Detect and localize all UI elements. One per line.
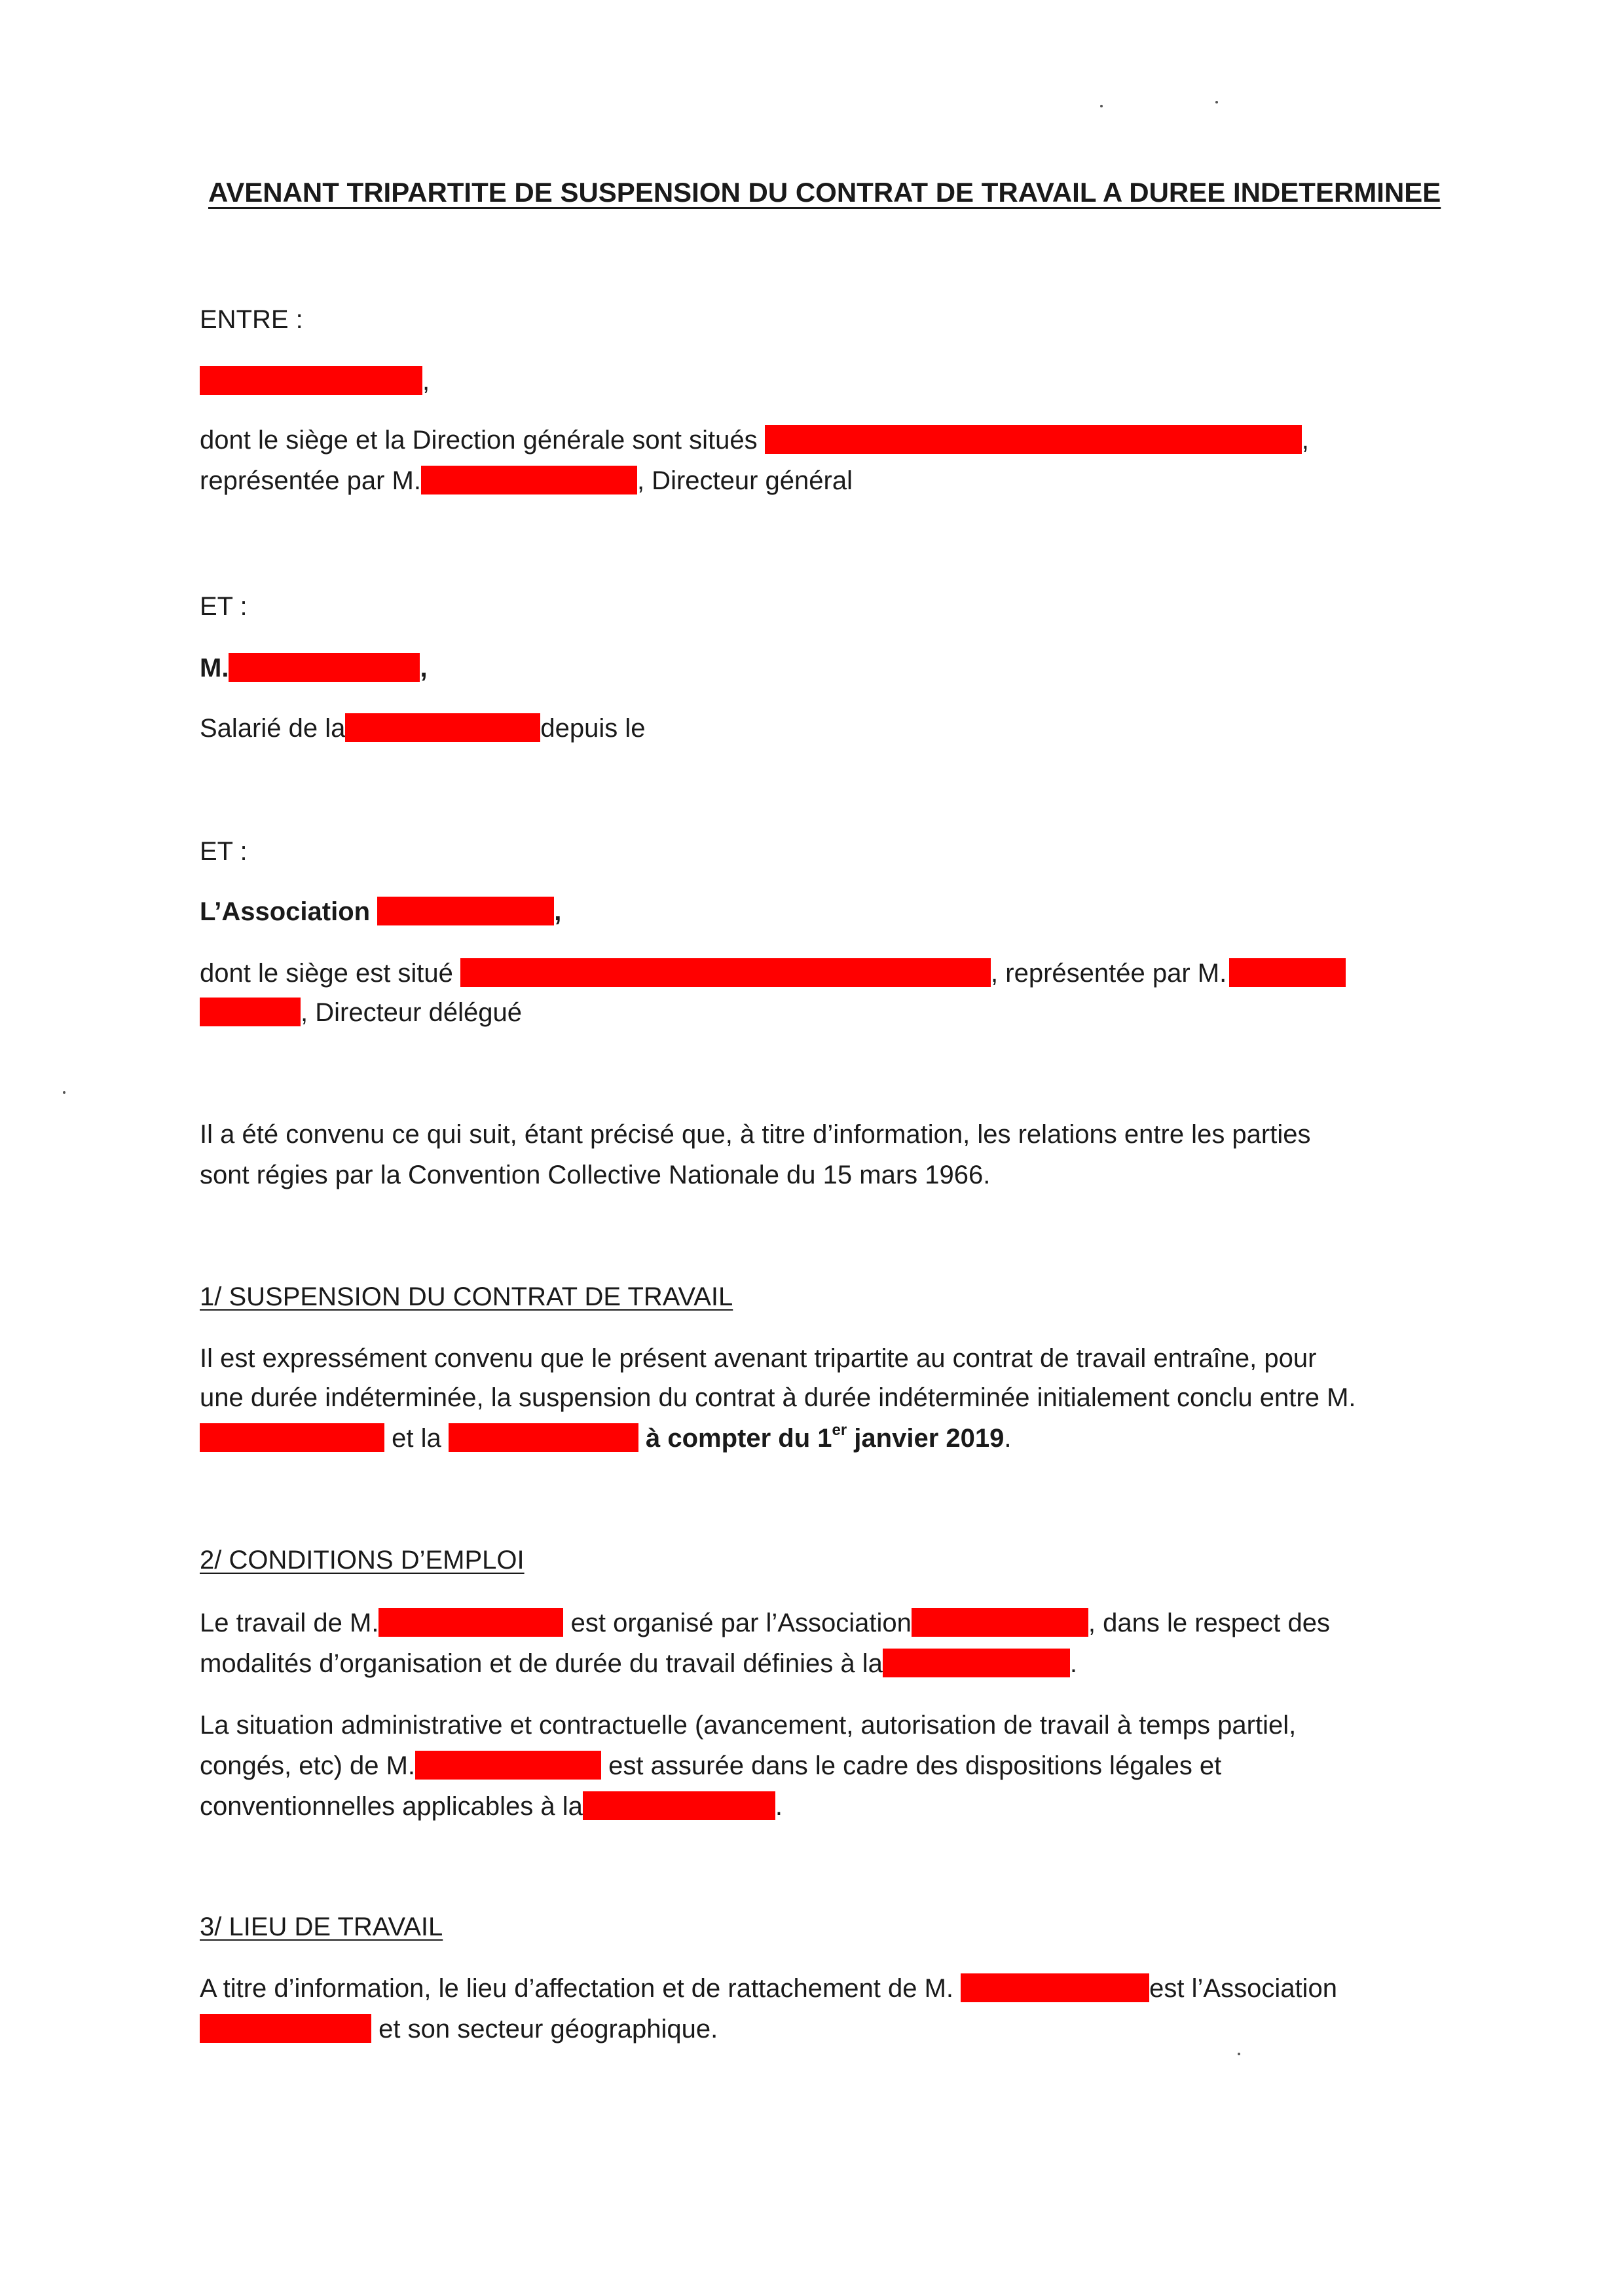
section2-conventional-text: conventionnelles applicables à la [200,1792,583,1821]
redaction-block [415,1751,601,1780]
section2-organized-text: est organisé par l’Association [570,1609,912,1637]
party1-seat-end: , [1301,426,1309,455]
party3-rep-line [200,996,522,1030]
redaction-block [460,958,991,987]
redaction-block [229,653,420,682]
section3-line-2 [200,2012,718,2046]
section1-heading: 1/ SUSPENSION DU CONTRAT DE TRAVAIL [200,1282,733,1311]
redaction-block [449,1423,638,1452]
redaction-block [961,1973,1149,2002]
section2-p1-line-1 [200,1606,1330,1640]
section2-p2-end: . [775,1792,783,1821]
party1-seat-text: dont le siège et la Direction générale sont situés [200,426,758,455]
section1-line-1: Il est expressément convenu que le présent avenant tripartite au contrat de travail entraîne, pour [200,1344,1317,1373]
section2-p1-end: . [1069,1649,1077,1678]
party3-seat-line [200,956,1346,990]
party2-comma: , [420,654,428,682]
party1-seat-line [200,423,1309,457]
redaction-block [883,1649,1070,1677]
section2-p2-line-2 [200,1749,1221,1783]
preamble-line-2: sont régies par la Convention Collective Nationale du 15 mars 1966. [200,1161,991,1189]
section3-sector-text: et son secteur géographique. [378,2015,718,2043]
party2-employee-text: Salarié de la [200,714,346,743]
redaction-block [200,2014,371,2043]
party1-rep-line [200,464,853,498]
section1-start-sup: er [832,1421,847,1439]
entre-label: ENTRE : [200,305,303,334]
section1-line3-end: . [1004,1424,1012,1453]
party2-name-line [200,651,428,685]
section2-heading: 2/ CONDITIONS D’EMPLOI [200,1546,525,1575]
redaction-block [200,998,301,1026]
section1-line-3 [200,1421,1012,1455]
section1-line-2: une durée indéterminée, la suspension du contrat à durée indéterminée initialement conclu entre M. [200,1383,1356,1412]
party2-name-prefix: M. [200,654,229,682]
party2-employee-line [200,711,646,745]
party2-since-text: depuis le [540,714,646,743]
section3-line-1 [200,1971,1337,2006]
section3-association-text: est l’Association [1149,1974,1337,2003]
scan-speck [1215,101,1218,103]
section2-p1-line-2 [200,1647,1077,1681]
section2-p2-line-3 [200,1789,783,1823]
section2-modalities-text: modalités d’organisation et de durée du travail définies à la [200,1649,883,1678]
party3-rep-end: , Directeur délégué [301,998,522,1027]
party3-name-prefix: L’Association [200,897,371,926]
section2-work-text: Le travail de M. [200,1609,379,1637]
section3-heading: 3/ LIEU DE TRAVAIL [200,1912,443,1941]
redaction-block [1229,958,1346,987]
scan-speck [63,1091,65,1094]
party3-comma: , [554,897,562,926]
party1-rep-text: représentée par M. [200,466,421,495]
redaction-block [378,1608,563,1637]
party3-seat-text: dont le siège est situé [200,959,453,988]
scan-speck [1238,2053,1240,2055]
party3-rep-text: , représentée par M. [991,959,1227,988]
et-label-2: ET : [200,837,248,866]
et-label-1: ET : [200,592,248,621]
redaction-block [200,366,422,395]
document-title: AVENANT TRIPARTITE DE SUSPENSION DU CONTRAT DE TRAVAIL A DUREE INDETERMINEE [208,177,1441,208]
redaction-block [345,713,540,742]
party3-name-line [200,895,561,929]
party1-rep-end: , Directeur général [637,466,853,495]
section1-and-text: et la [392,1424,441,1453]
section3-location-text: A titre d’information, le lieu d’affectation et de rattachement de M. [200,1974,954,2003]
redaction-block [377,897,554,925]
redaction-block [912,1608,1088,1637]
section1-start-date-end: janvier 2019 [847,1424,1005,1453]
party1-comma: , [422,367,430,396]
section1-start-text: à compter du 1 [645,1424,832,1453]
redaction-block [200,1423,384,1452]
section2-respect-text: , dans le respect des [1088,1609,1330,1637]
section2-conges-text: congés, etc) de M. [200,1751,416,1780]
section1-start-date [645,1421,1005,1453]
redaction-block [421,466,637,494]
section2-assured-text: est assurée dans le cadre des dispositions légales et [608,1751,1222,1780]
party1-name-line [200,364,430,398]
redaction-block [583,1791,775,1820]
preamble-line-1: Il a été convenu ce qui suit, étant précisé que, à titre d’information, les relations entre les parties [200,1120,1311,1149]
section2-p2-line-1: La situation administrative et contractuelle (avancement, autorisation de travail à temps partiel, [200,1711,1297,1740]
redaction-block [765,425,1302,454]
scan-speck [1100,105,1103,107]
